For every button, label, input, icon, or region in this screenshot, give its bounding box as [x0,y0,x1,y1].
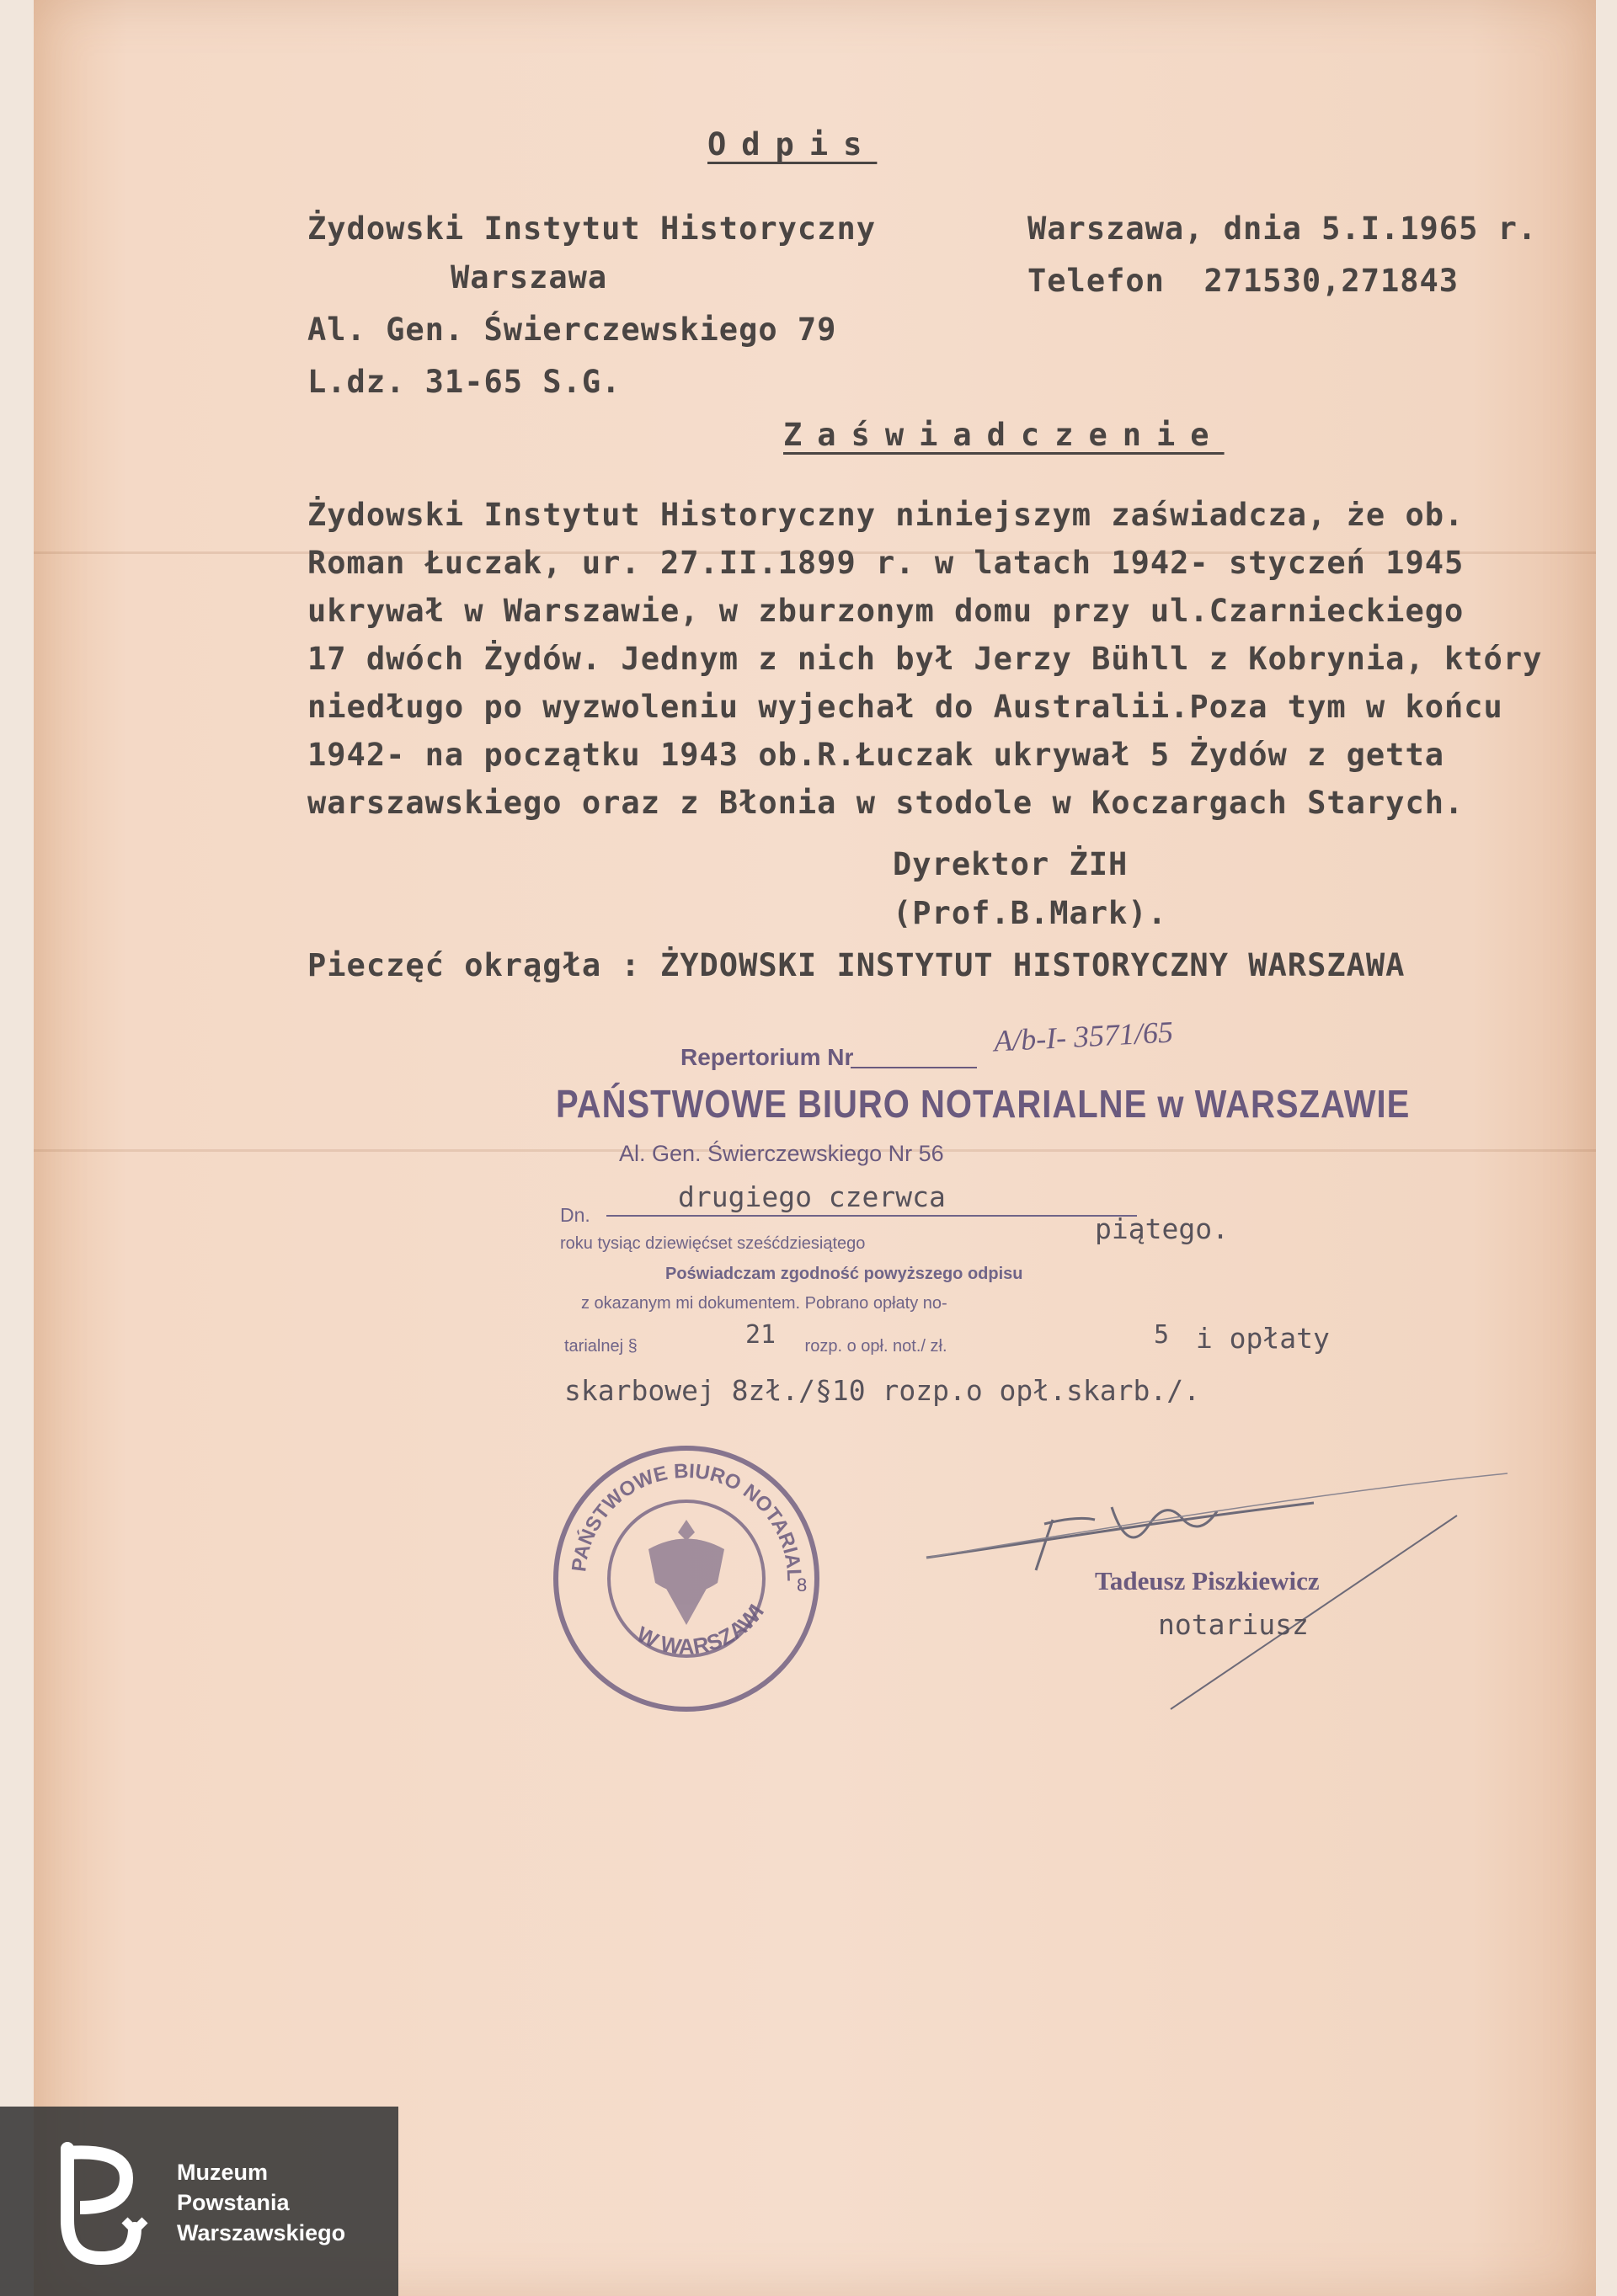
notary-round-seal [547,1440,825,1718]
svg-text:PAŃSTWOWE BIURO NOTARIALNE: PAŃSTWOWE BIURO NOTARIAL [568,1459,806,1582]
certificate-heading: Zaświadczenie [783,417,1225,453]
institution-name: Żydowski Instytut Historyczny [307,210,877,247]
fee-line-2: skarbowej 8zł./§10 rozp.o opł.skarb./. [564,1374,1200,1407]
body-line: warszawskiego oraz z Błonia w stodole w Koczargach Starych. [307,785,1465,821]
body-line: Żydowski Instytut Historyczny niniejszym zaświadcza, że ob. [307,497,1465,533]
body-line: 1942- na początku 1943 ob.R.Łuczak ukrywał 5 Żydów z getta [307,737,1445,773]
notary-title: notariusz [1158,1608,1309,1641]
body-line: niedługo po wyzwoleniu wyjechał do Australii.Poza tym w końcu [307,689,1503,725]
notary-office-address: Al. Gen. Świerczewskiego Nr 56 [619,1141,944,1166]
director-name: (Prof.B.Mark). [893,895,1167,931]
notary-office-name: PAŃSTWOWE BIURO NOTARIALNE w WARSZAWIE [556,1083,1411,1127]
phone-numbers: Telefon 271530,271843 [1027,263,1460,299]
day-typed: drugiego czerwca [678,1180,946,1213]
body-line: 17 dwóch Żydów. Jednym z nich był Jerzy Bühll z Kobrynia, który [307,641,1543,677]
repertorium-handwritten: A/b-I- 3571/65 [993,1015,1174,1058]
svg-text:8: 8 [797,1574,808,1595]
repertorium-line [851,1067,977,1068]
notary-name: Tadeusz Piszkiewicz [1095,1566,1320,1595]
year-typed: piątego. [1095,1212,1229,1245]
place-date: Warszawa, dnia 5.I.1965 r. [1027,210,1538,247]
director-title: Dyrektor ŻIH [893,846,1129,882]
anchor-logo-icon [51,2140,152,2267]
year-label: roku tysiąc dziewięćset sześćdziesiątego [560,1234,866,1253]
day-label: Dn. [560,1204,590,1226]
fee-paragraph: 21 [745,1320,776,1350]
institution-city: Warszawa [451,259,608,296]
logo-line: Powstania [177,2190,290,2215]
logo-line: Muzeum [177,2160,268,2185]
fee-tail: i opłaty [1179,1322,1330,1355]
fee-middle: rozp. o opł. not./ zł. [800,1337,953,1356]
body-line: Roman Łuczak, ur. 27.II.1899 r. w latach 1942- styczeń 1945 [307,545,1465,581]
institution-address: Al. Gen. Świerczewskiego 79 [307,312,837,348]
notary-signature [918,1440,1524,1768]
museum-logo [0,2107,398,2296]
body-line: ukrywał w Warszawie, w zburzonym domu przy ul.Czarnieckiego [307,593,1465,629]
document-title: Odpis [707,126,878,162]
confirmation-line: z okazanym mi dokumentem. Pobrano opłaty no- [581,1294,947,1313]
day-line [606,1215,1137,1217]
confirmation-line: Poświadczam zgodność powyższego odpisu [665,1265,1023,1283]
fee-prefix: tarialnej § [564,1337,643,1356]
logo-line: Warszawskiego [177,2220,346,2245]
repertorium-label: Repertorium Nr [680,1044,854,1070]
fee-amount: 5 [1154,1320,1170,1350]
reference-number: L.dz. 31-65 S.G. [307,364,622,400]
svg-text:W WARSZAWIE: W WARSZAWI [632,1599,770,1659]
seal-description: Pieczęć okrągła : ŻYDOWSKI INSTYTUT HISTORYCZNY WARSZAWA [307,947,1406,983]
